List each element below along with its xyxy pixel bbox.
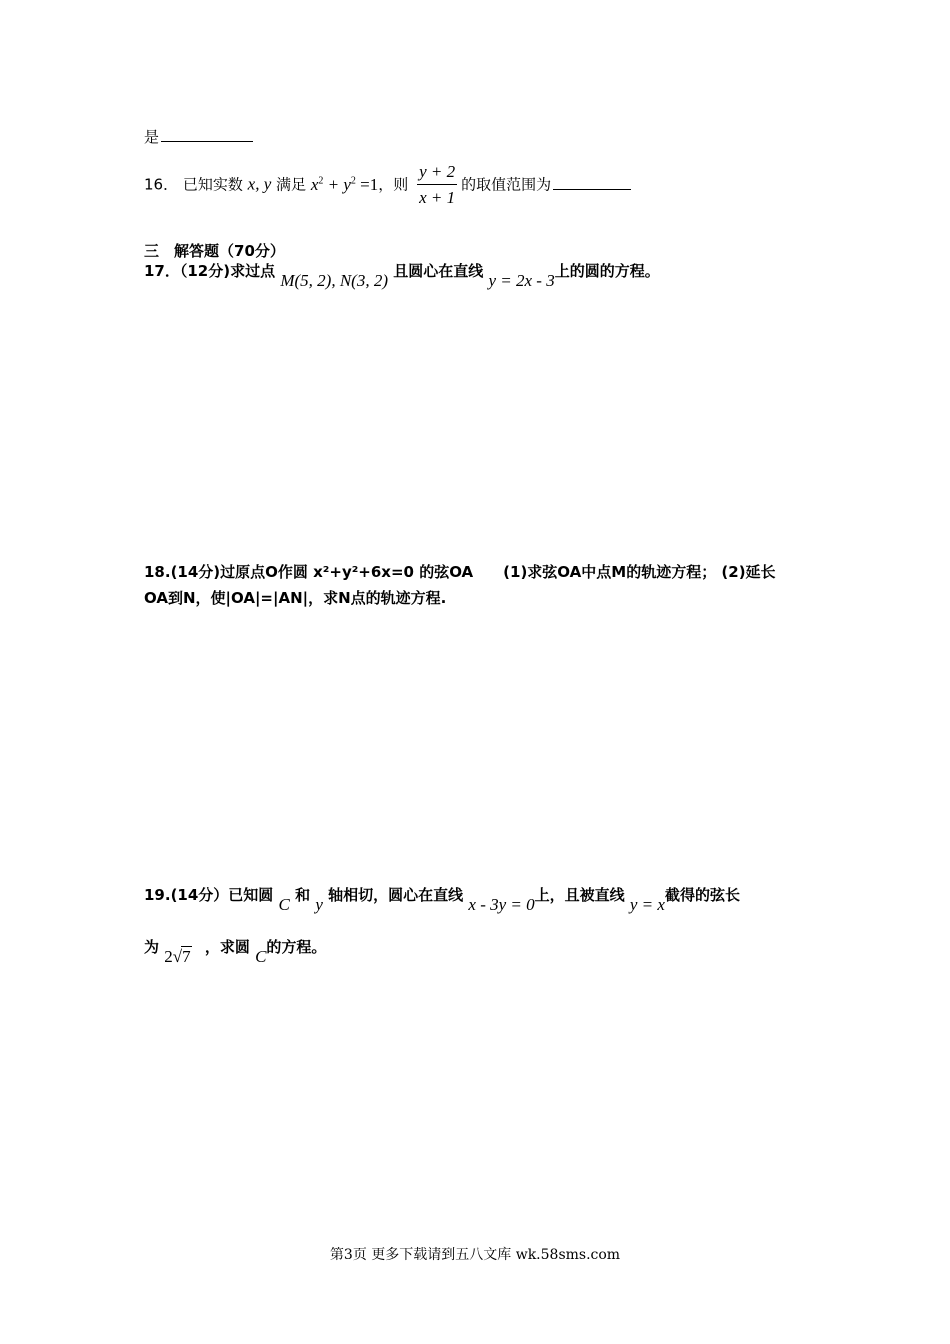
q19-text-3: 上，且被直线 <box>534 886 625 904</box>
q16-text-4: 的取值范围为 <box>461 175 552 194</box>
q15-tail-text: 是 <box>144 128 160 146</box>
question-19-line-1 <box>144 884 740 914</box>
section-3-heading: 三 解答题（70分） <box>144 242 285 260</box>
q16-fraction <box>417 162 457 208</box>
question-16 <box>144 162 631 208</box>
q16-fraction-denominator: x + 1 <box>419 188 456 207</box>
q17-number: 17． <box>144 262 180 280</box>
q19-circle-c-2: C <box>255 947 267 966</box>
q16-text-2: 满足 <box>276 175 307 194</box>
q19-chord-length: 2√7 <box>164 947 191 966</box>
q19-circle-c: C <box>278 895 290 914</box>
q19-text-7: 的方程。 <box>266 938 327 956</box>
q17-text-1: （12分)求过点 <box>179 262 276 280</box>
q17-text-3: 上的圆的方程。 <box>554 262 660 280</box>
q19-number: 19.(14分）已知圆 <box>144 886 274 904</box>
question-17 <box>144 260 660 290</box>
q16-text-3: ，则 <box>378 175 409 194</box>
q19-chord-coefficient: 2 <box>164 947 173 966</box>
q19-text-4: 截得的弦长 <box>664 886 740 904</box>
answer-blank-15 <box>161 127 253 142</box>
q19-line-1-equation: x - 3y = 0 <box>468 895 535 914</box>
q19-chord-radicand: 7 <box>182 947 191 966</box>
page-footer: 第3页 更多下载请到五八文库 wk.58sms.com <box>329 1247 621 1263</box>
q16-fraction-numerator: y + 2 <box>417 162 457 185</box>
q19-y-axis: y <box>315 895 323 914</box>
q19-text-5: 为 <box>144 938 160 956</box>
q16-vars: x, y <box>247 174 272 194</box>
q17-text-2: 且圆心在直线 <box>393 262 484 280</box>
q19-line-2-equation: y = x <box>629 895 665 914</box>
q16-equation: $x^2 + y^2 =1$ <box>310 174 379 194</box>
q16-eq-rhs: =1 <box>360 174 379 194</box>
q19-text-2: 轴相切，圆心在直线 <box>328 886 464 904</box>
q16-number: 16． <box>144 175 179 194</box>
q17-line-equation: y = 2x - 3 <box>488 271 555 290</box>
q15-tail <box>144 126 253 147</box>
question-18-line-2: OA到N，使|OA|=|AN|，求N点的轨迹方程. <box>144 589 447 607</box>
question-19-line-2 <box>144 936 327 966</box>
q16-text-1: 已知实数 <box>182 175 243 194</box>
q19-text-1: 和 <box>295 886 311 904</box>
q17-points: M(5, 2), N(3, 2) <box>280 271 388 290</box>
question-18-line-1: 18.(14分)过原点O作圆 x²+y²+6x=0 的弦OA (1)求弦OA中点M的轨迹方程； (2)延长 <box>144 563 776 581</box>
q19-text-6: ，求圆 <box>204 938 250 956</box>
answer-blank-16 <box>553 175 631 190</box>
